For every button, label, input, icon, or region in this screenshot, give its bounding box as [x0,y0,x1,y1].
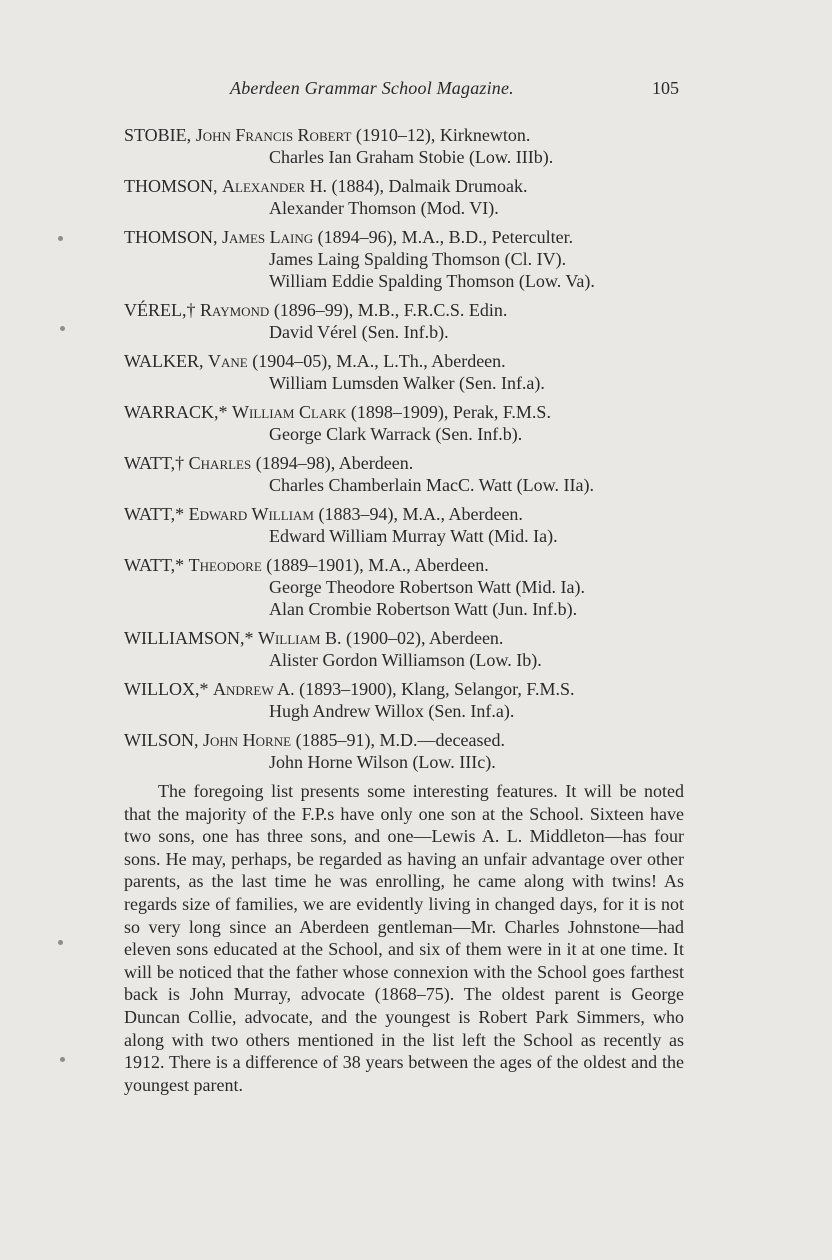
entry-heading [124,226,832,248]
list-entry [0,175,832,219]
parent-details: (1894–98), Aberdeen. [255,453,414,473]
entry-heading [124,452,832,474]
son-line: William Eddie Spalding Thomson (Low. Va). [269,271,595,291]
parent-details: (1885–91), M.D.—deceased. [295,730,506,750]
parent-marker: * [175,555,185,575]
margin-speck [60,1057,65,1062]
son-line: Charles Chamberlain MacC. Watt (Low. IIa). [269,475,594,495]
entry-heading [124,401,832,423]
parent-details: (1896–99), M.B., F.R.C.S. Edin. [273,300,508,320]
son-line: Alister Gordon Williamson (Low. Ib). [269,650,542,670]
parent-given-names: Edward William [188,504,314,524]
parent-surname: WARRACK, [124,402,219,422]
entry-heading [124,350,832,372]
son-line: Charles Ian Graham Stobie (Low. IIIb). [269,147,554,167]
list-entry [0,678,832,722]
entry-heading [124,627,832,649]
parent-surname: THOMSON, [124,227,218,247]
list-entry [0,124,832,168]
son-line: John Horne Wilson (Low. IIIc). [269,752,496,772]
list-entry [0,401,832,445]
parent-details: (1889–1901), M.A., Aberdeen. [266,555,489,575]
parent-marker: * [199,679,209,699]
son-line: Alexander Thomson (Mod. VI). [269,198,499,218]
body-paragraph: The foregoing list presents some interesting features. It will be noted that the majority of the F.P.s have only one son at the School. Sixteen have two sons, one has three sons, and one—Lewis A. L. Middleton—has four sons. He may, perhaps, be regarded as having an unfair advantage over other parents, as the last time he was enrolling, he came along with twins! As regards size of families, we are evidently living in changed days, for it is not so very long since an Aberdeen gentleman—Mr. Charles Johnstone—had eleven sons educated at the School, and six of them were in it at one time. It will be noticed that the father whose connexion with the School goes farthest back is John Murray, advocate (1868–75). The oldest parent is George Duncan Collie, advocate, and the youngest is Robert Park Simmers, who along with two others mentioned in the list left the School as recently as 1912. There is a difference of 38 years between the ages of the oldest and the youngest parent. [124,781,684,1095]
page-number: 105 [652,78,679,98]
parent-details: (1883–94), M.A., Aberdeen. [318,504,523,524]
parent-given-names: John Francis Robert [195,125,352,145]
son-line: Alan Crombie Robertson Watt (Jun. Inf.b). [269,599,578,619]
list-entry [0,627,832,671]
parent-surname: STOBIE, [124,125,192,145]
parent-surname: WATT, [124,555,176,575]
parent-details: (1898–1909), Perak, F.M.S. [350,402,551,422]
son-line: George Theodore Robertson Watt (Mid. Ia). [269,577,585,597]
entry-heading [124,503,832,525]
parent-details: (1910–12), Kirknewton. [355,125,531,145]
entry-heading [124,175,832,197]
parent-surname: VÉREL, [124,300,187,320]
parent-details: (1894–96), M.A., B.D., Peterculter. [317,227,574,247]
parent-details: (1904–05), M.A., L.Th., Aberdeen. [252,351,506,371]
entry-heading [124,124,832,146]
list-entry [0,350,832,394]
parent-given-names: William [257,628,321,648]
parent-details: H. (1884), Dalmaik Drumoak. [309,176,528,196]
page-header [0,78,832,106]
list-entry [0,452,832,496]
parent-given-names: Raymond [200,300,270,320]
parent-given-names: Charles [188,453,252,473]
margin-speck [60,326,65,331]
parent-given-names: James Laing [222,227,314,247]
son-line: George Clark Warrack (Sen. Inf.b). [269,424,523,444]
list-entry [0,729,832,773]
parent-marker: * [218,402,228,422]
parent-list [0,124,832,780]
son-line: James Laing Spalding Thomson (Cl. IV). [269,249,567,269]
parent-marker: * [175,504,185,524]
list-entry [0,503,832,547]
margin-speck [58,236,63,241]
son-line: David Vérel (Sen. Inf.b). [269,322,449,342]
entry-heading [124,729,832,751]
parent-marker: † [175,453,185,473]
running-title: Aberdeen Grammar School Magazine. [230,78,514,98]
list-entry [0,299,832,343]
parent-given-names: John Horne [203,730,292,750]
parent-surname: WILLOX, [124,679,200,699]
parent-given-names: William Clark [232,402,347,422]
parent-marker: † [186,300,196,320]
parent-surname: WALKER, [124,351,204,371]
parent-given-names: Alexander [222,176,306,196]
parent-given-names: Andrew [212,679,274,699]
parent-surname: WATT, [124,504,176,524]
son-line: William Lumsden Walker (Sen. Inf.a). [269,373,545,393]
son-line: Edward William Murray Watt (Mid. Ia). [269,526,558,546]
parent-details: B. (1900–02), Aberdeen. [324,628,504,648]
parent-given-names: Vane [208,351,248,371]
entry-heading [124,299,832,321]
parent-surname: WATT, [124,453,176,473]
margin-speck [58,940,63,945]
son-line: Hugh Andrew Willox (Sen. Inf.a). [269,701,515,721]
entry-heading [124,554,832,576]
parent-surname: WILLIAMSON, [124,628,245,648]
list-entry [0,554,832,620]
entry-heading [124,678,832,700]
parent-surname: WILSON, [124,730,199,750]
parent-marker: * [244,628,254,648]
parent-given-names: Theodore [188,555,262,575]
parent-surname: THOMSON, [124,176,218,196]
list-entry [0,226,832,292]
parent-details: A. (1893–1900), Klang, Selangor, F.M.S. [277,679,575,699]
